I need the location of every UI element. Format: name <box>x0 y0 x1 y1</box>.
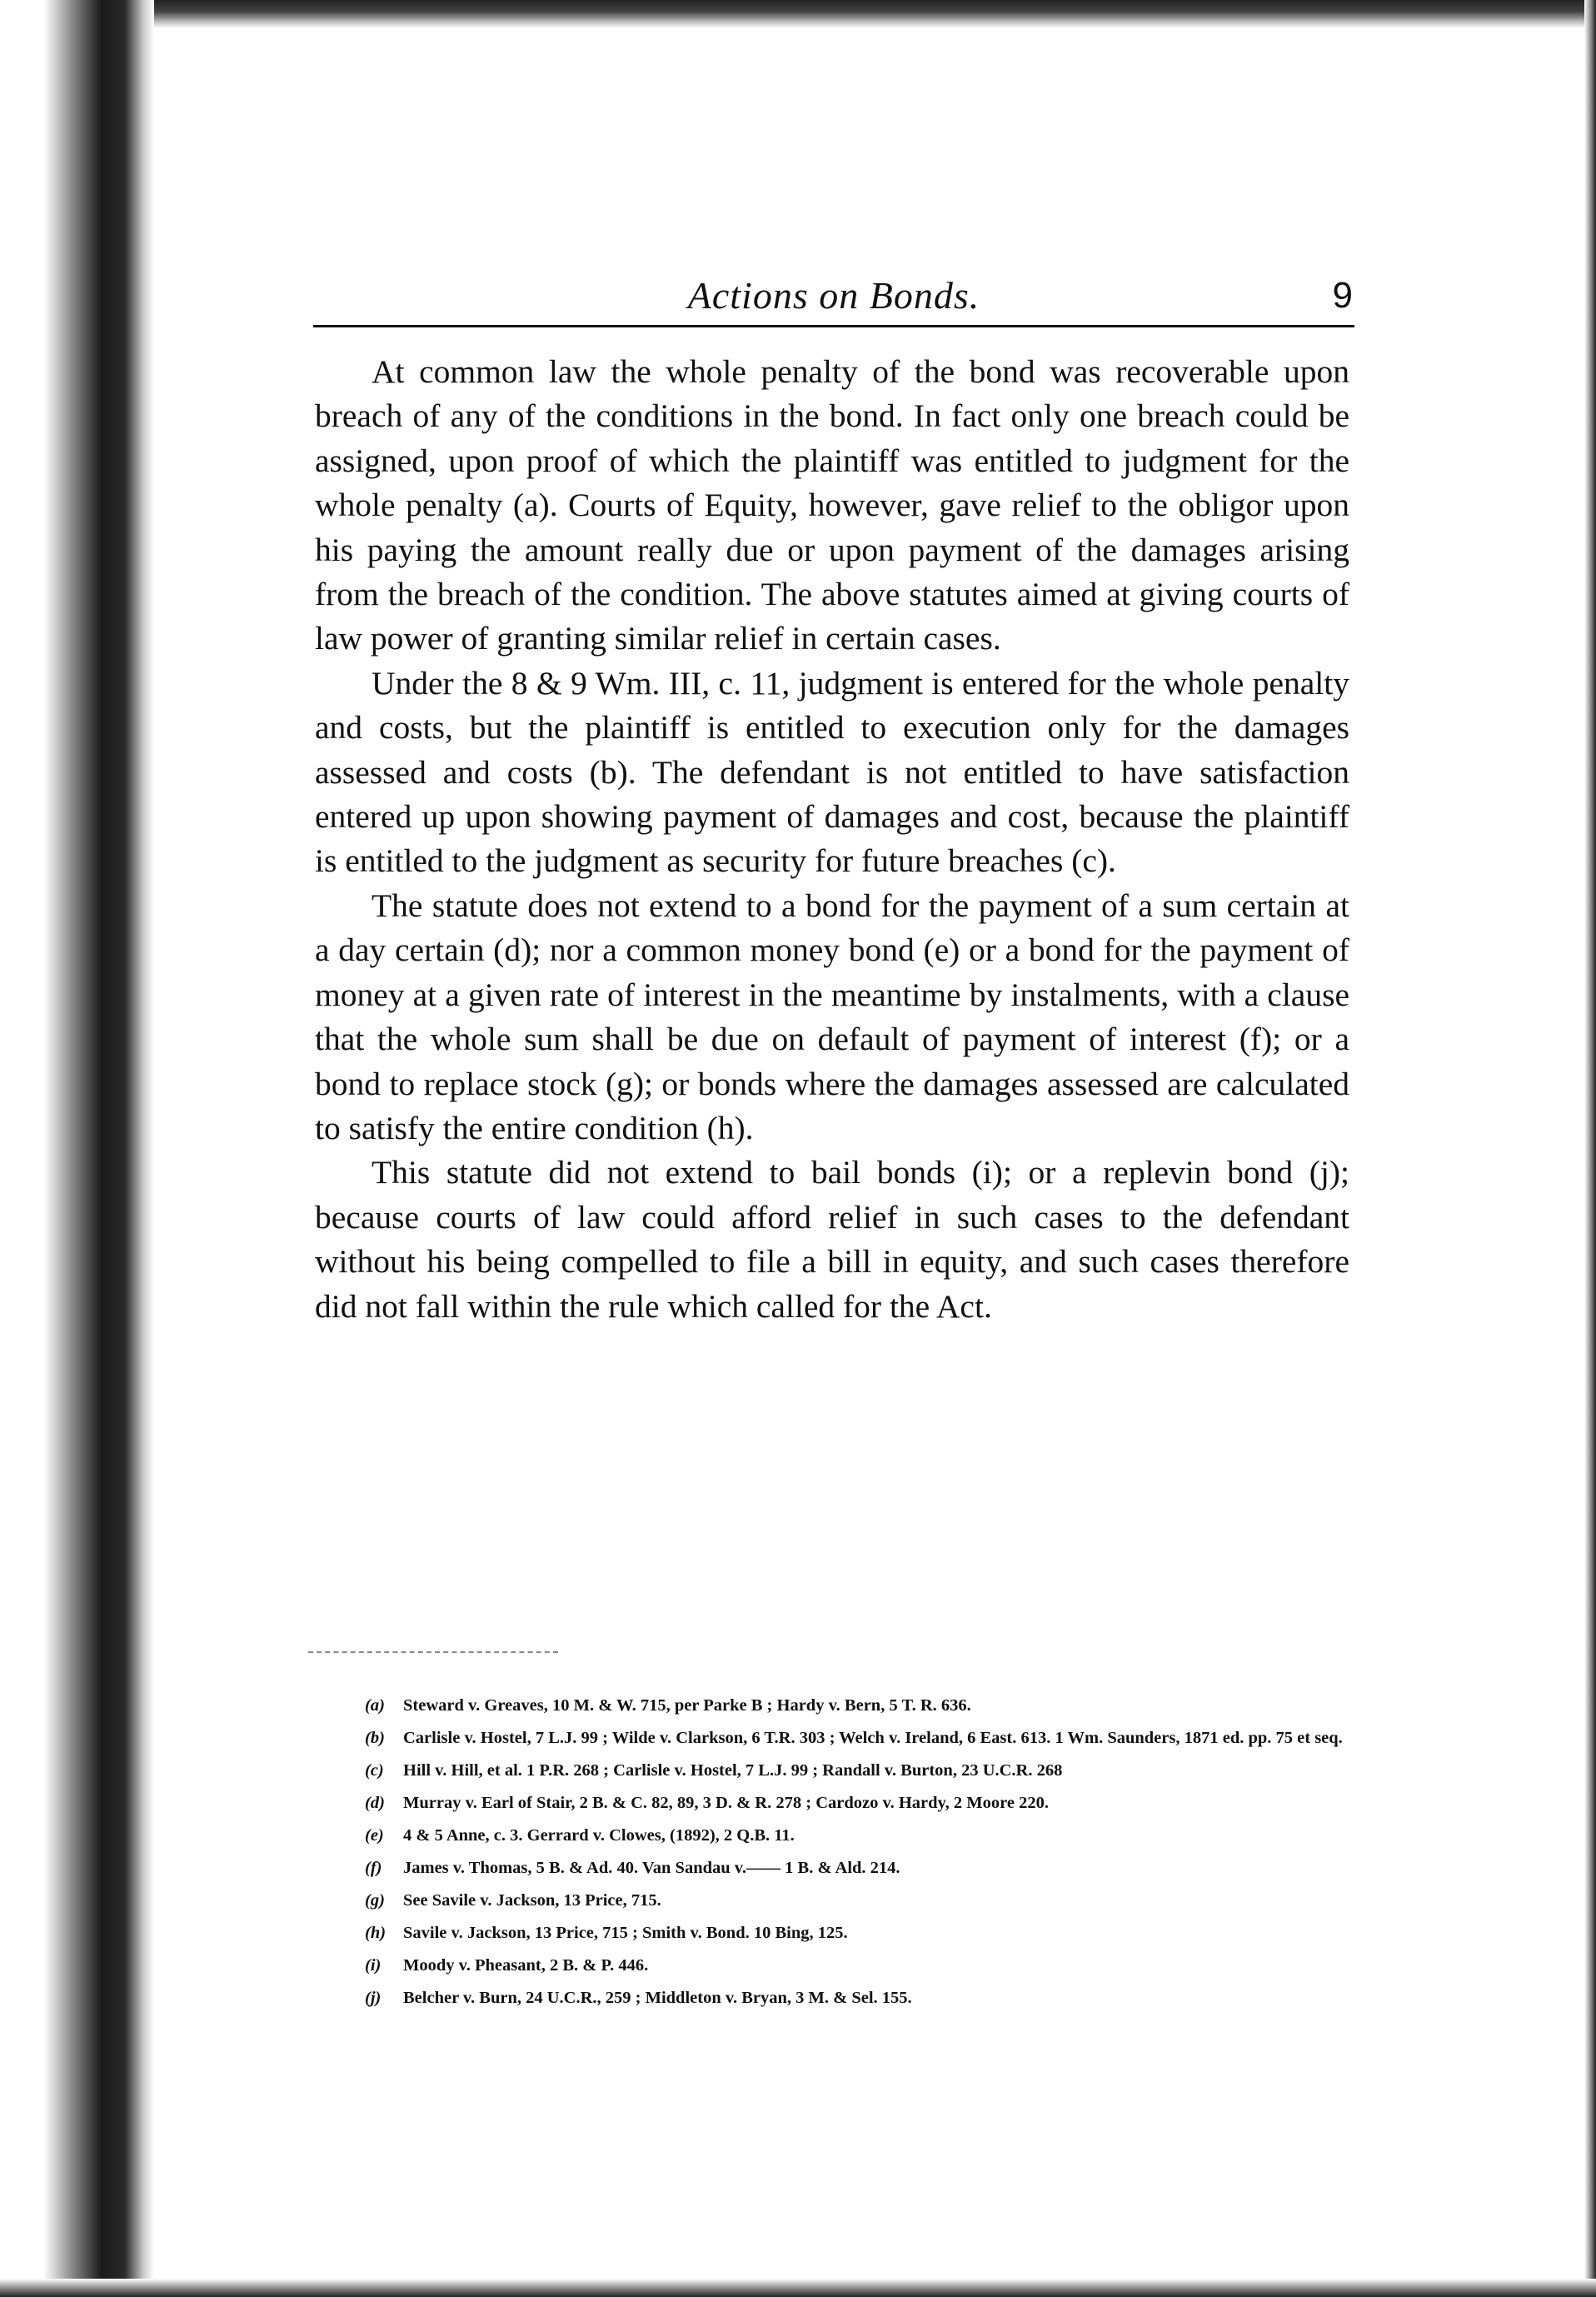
paragraph: Under the 8 & 9 Wm. III, c. 11, judgment is entered for the whole penalty and costs, but the plaintiff is entitled to execution only for the damages assessed and costs (b). The defendant is not entitled to have satisfaction entered up upon showing payment of damages and cost, because the plaintiff is entitled to the judgment as security for future breaches (c). <box>315 664 1349 880</box>
footnote-key: (j) <box>365 1989 382 2007</box>
footnote-text: Steward v. Greaves, 10 M. & W. 715, per Parke B ; Hardy v. Bern, 5 T. R. 636. <box>403 1696 971 1715</box>
footnote <box>365 1820 1356 1852</box>
footnote-text: Moody v. Pheasant, 2 B. & P. 446. <box>403 1956 649 1975</box>
scan-edge-right <box>1584 0 1596 2297</box>
footnote-text: Murray v. Earl of Stair, 2 B. & C. 82, 89, 3 D. & R. 278 ; Cardozo v. Hardy, 2 Moore 220. <box>403 1794 1049 1812</box>
footnote-divider <box>308 1651 558 1653</box>
footnote <box>365 1982 1356 2015</box>
footnote-key: (h) <box>365 1924 387 1942</box>
footnote-text: 4 & 5 Anne, c. 3. Gerrard v. Clowes, (1892), 2 Q.B. 11. <box>403 1826 795 1845</box>
footnote-text: Hill v. Hill, et al. 1 P.R. 268 ; Carlisle v. Hostel, 7 L.J. 99 ; Randall v. Burton, 23 U.C.R. 268 <box>403 1761 1063 1780</box>
footnote-text: James v. Thomas, 5 B. & Ad. 40. Van Sandau v.—— 1 B. & Ald. 214. <box>403 1859 900 1877</box>
running-title: Actions on Bonds. <box>687 274 980 317</box>
paragraph: At common law the whole penalty of the bond was recoverable upon breach of any of the conditions in the bond. In fact only one breach could be assigned, upon proof of which the plaintiff was entitled to judgment for the whole penalty (a). Courts of Equity, however, gave relief to the obligor upon his paying the amount really due or upon payment of the damages arising from the breach of the condition. The above statutes aimed at giving courts of law power of granting similar relief in certain cases. <box>315 353 1349 657</box>
footnote <box>365 1885 1356 1917</box>
page-number: 9 <box>1332 275 1353 316</box>
footnote-text: See Savile v. Jackson, 13 Price, 715. <box>403 1891 661 1910</box>
paragraph: The statute does not extend to a bond for the payment of a sum certain at a day certain (d); nor a common money bond (e) or a bond for the payment of money at a given rate of interest in the meantime by instalments, with a clause that the whole sum shall be due on default of payment of interest (f); or a bond to replace stock (g); or bonds where the damages assessed are calculated to satisfy the entire condition (h). <box>315 886 1349 1146</box>
footnote-key: (a) <box>365 1696 385 1715</box>
footnote <box>365 1690 1356 1722</box>
footnote <box>365 1917 1356 1950</box>
scan-edge-top <box>0 0 1596 28</box>
scan-edge-bottom <box>0 2279 1596 2297</box>
footnote <box>365 1950 1356 1982</box>
footnote <box>365 1852 1356 1885</box>
footnote <box>365 1787 1356 1820</box>
footnote-key: (g) <box>365 1891 385 1910</box>
page-header <box>313 267 1354 323</box>
footnote <box>365 1755 1356 1787</box>
footnote-key: (e) <box>365 1826 384 1845</box>
paragraph: This statute did not extend to bail bonds (i); or a replevin bond (j); because courts of law could afford relief in such cases to the defendant without his being compelled to file a bill in equity, and such cases therefore did not fall within the rule which called for the Act. <box>315 1154 1349 1325</box>
footnote-key: (i) <box>365 1956 382 1975</box>
scan-edge-left <box>0 0 154 2297</box>
footnotes <box>365 1690 1356 2015</box>
footnote-key: (b) <box>365 1729 385 1747</box>
body-text <box>315 350 1349 1329</box>
footnote-key: (f) <box>365 1859 382 1877</box>
footnote-text: Belcher v. Burn, 24 U.C.R., 259 ; Middleton v. Bryan, 3 M. & Sel. 155. <box>403 1989 912 2007</box>
footnote-text: Savile v. Jackson, 13 Price, 715 ; Smith v. Bond. 10 Bing, 125. <box>403 1924 848 1942</box>
footnote-key: (c) <box>365 1761 384 1780</box>
footnote-key: (d) <box>365 1794 385 1812</box>
header-rule <box>313 325 1354 327</box>
footnote-text: Carlisle v. Hostel, 7 L.J. 99 ; Wilde v. Clarkson, 6 T.R. 303 ; Welch v. Ireland, 6 East. 613. 1 Wm. Saunders, 1871 ed. pp. 75 et seq. <box>403 1729 1343 1747</box>
footnote <box>365 1722 1356 1755</box>
